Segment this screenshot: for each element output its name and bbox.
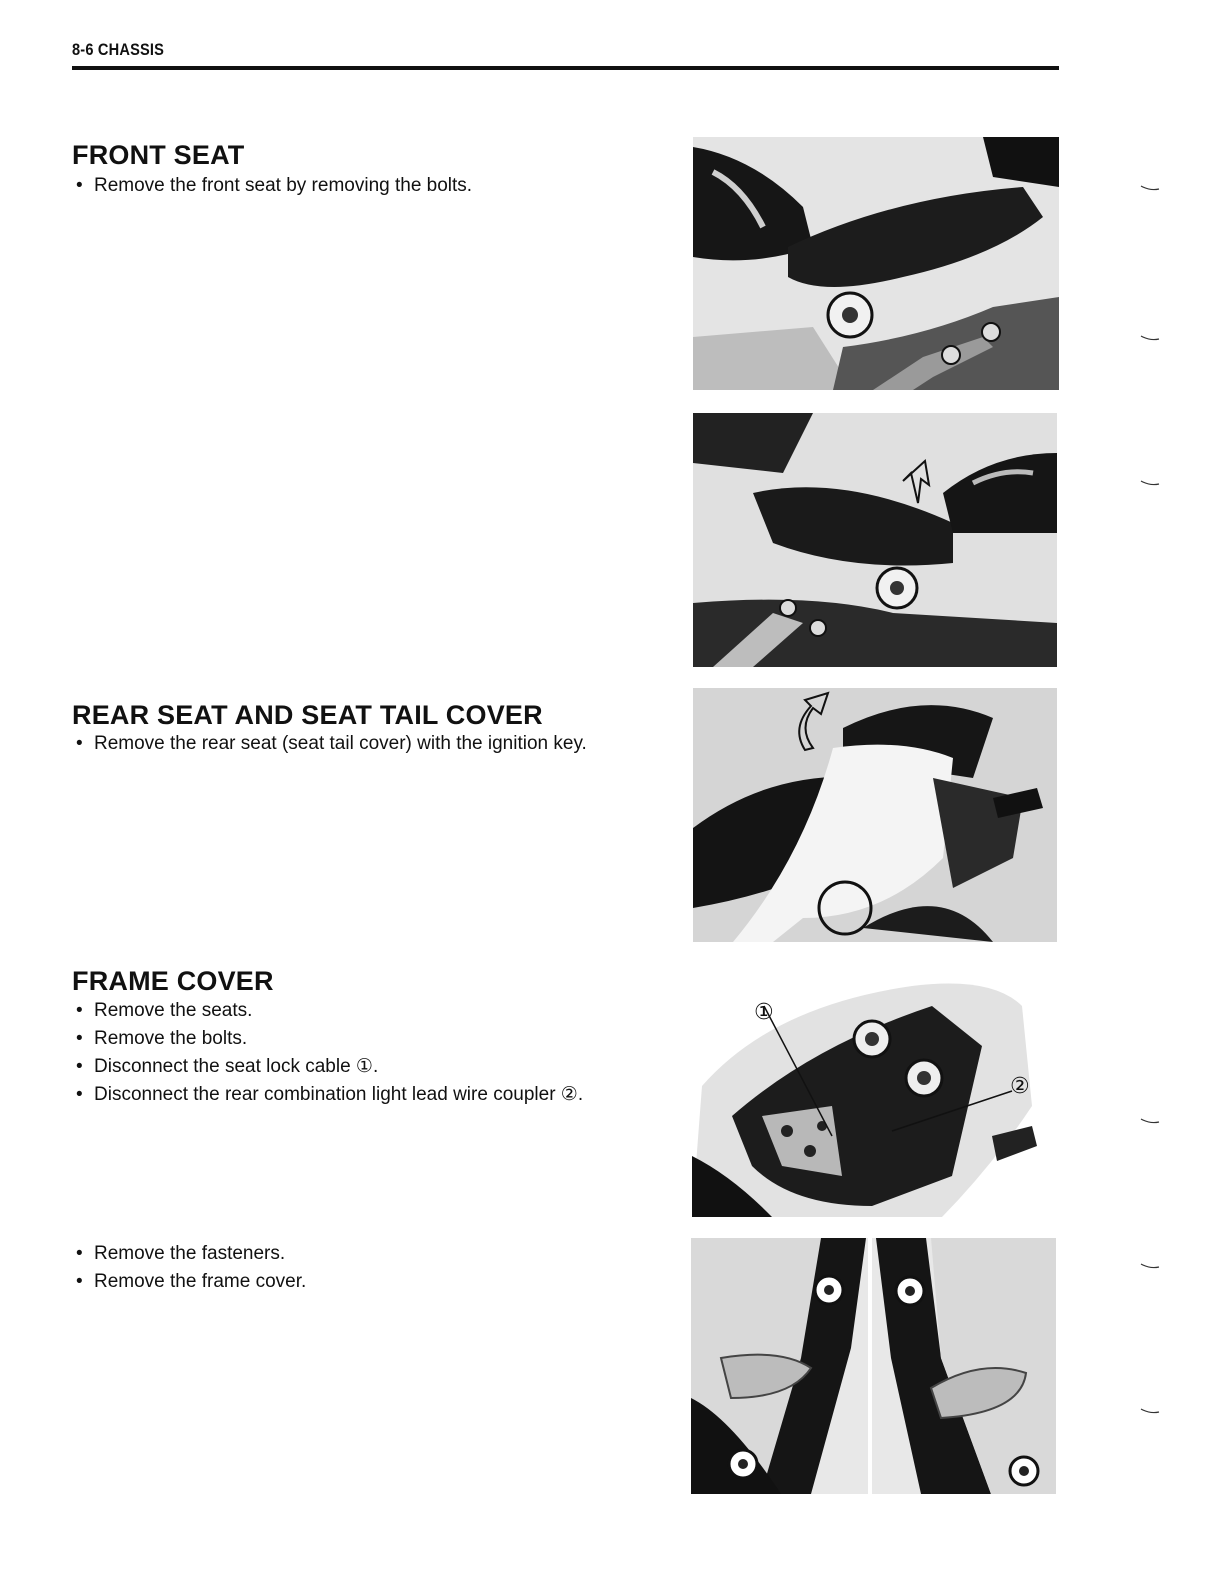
edge-mark <box>1140 185 1160 191</box>
edge-mark <box>1140 480 1160 486</box>
photo-rear-seat-tail-cover <box>693 688 1057 942</box>
edge-mark <box>1140 1118 1160 1124</box>
step-item: • Remove the fasteners. <box>72 1240 306 1268</box>
step-item: • Disconnect the rear combination light lead wire coupler ②. <box>72 1081 583 1109</box>
edge-mark <box>1140 1263 1160 1269</box>
front-seat-steps <box>72 172 472 200</box>
step-item: • Remove the front seat by removing the bolts. <box>72 172 472 200</box>
frame-cover-steps <box>72 997 583 1109</box>
section-title-rear-seat: REAR SEAT AND SEAT TAIL COVER <box>72 700 543 730</box>
step-item: • Disconnect the seat lock cable ①. <box>72 1053 583 1081</box>
step-item: • Remove the bolts. <box>72 1025 583 1053</box>
photo-frame-cover-fasteners <box>691 1238 1056 1494</box>
photo-front-seat-bolts <box>693 137 1059 390</box>
edge-mark <box>1140 1408 1160 1414</box>
section-title-frame-cover: FRAME COVER <box>72 966 274 996</box>
callout-marker: ② <box>1010 1074 1030 1099</box>
frame-cover-removal-steps <box>72 1240 306 1296</box>
edge-mark <box>1140 335 1160 341</box>
header-rule <box>72 66 1059 70</box>
page-header: 8-6 CHASSIS <box>72 40 165 59</box>
photo-front-seat-removal <box>693 413 1057 667</box>
step-item: • Remove the frame cover. <box>72 1268 306 1296</box>
photo-frame-cover-connectors <box>692 966 1058 1217</box>
step-item: • Remove the rear seat (seat tail cover) with the ignition key. <box>72 730 587 758</box>
section-title-front-seat: FRONT SEAT <box>72 140 245 170</box>
callout-marker: ① <box>754 1000 774 1025</box>
step-item: • Remove the seats. <box>72 997 583 1025</box>
rear-seat-steps <box>72 730 587 758</box>
